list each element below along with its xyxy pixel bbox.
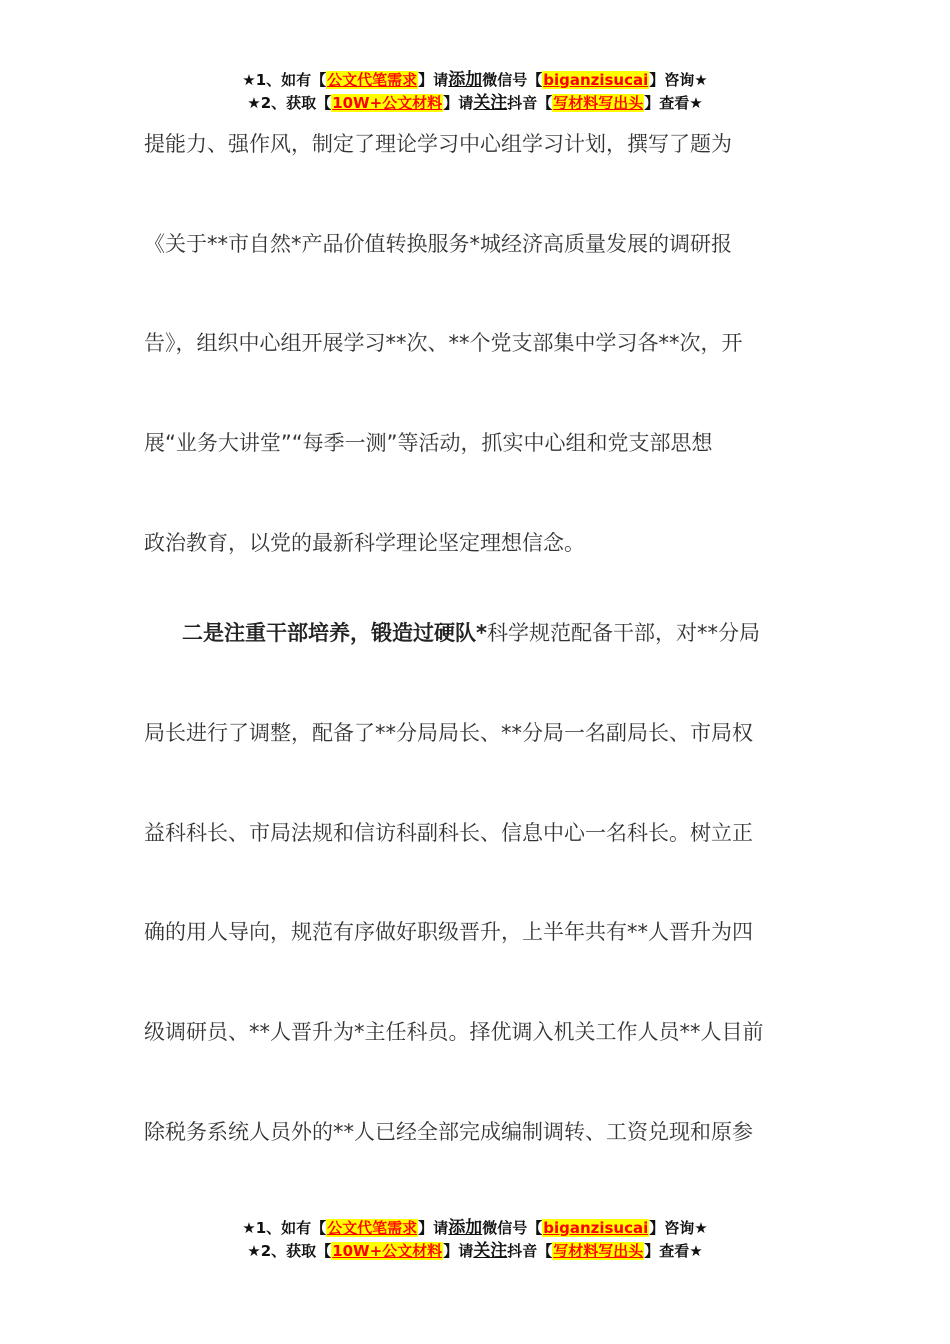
banner-text: 抖音【 xyxy=(507,94,553,112)
banner-line-1 xyxy=(0,1217,950,1240)
banner-text: 】请 xyxy=(418,71,449,89)
paragraph-heading: 二是注重干部培养，锻造过硬队* xyxy=(182,621,487,645)
banner-text: ★1、如有【 xyxy=(242,71,327,89)
banner-line-2 xyxy=(0,1240,950,1263)
body-line: 告》，组织中心组开展学习**次、**个党支部集中学习各**次，开 xyxy=(144,331,743,355)
douyin-id: 写材料写出头 xyxy=(553,1242,644,1260)
highlight-text: 10W+公文材料 xyxy=(332,94,443,112)
body-line: 益科科长、市局法规和信访科副科长、信息中心一名科长。树立正 xyxy=(144,821,753,845)
body-line: 政治教育，以党的最新科学理论坚定理想信念。 xyxy=(144,531,585,555)
body-line: 提能力、强作风，制定了理论学习中心组学习计划，撰写了题为 xyxy=(144,132,732,156)
paragraph-2-first-line xyxy=(182,618,760,648)
banner-text: 】咨询★ xyxy=(649,1219,708,1237)
body-line: 《关于**市自然*产品价值转换服务*城经济高质量发展的调研报 xyxy=(144,232,732,256)
footer-banner xyxy=(0,1217,950,1263)
body-line: 局长进行了调整，配备了**分局局长、**分局一名副局长、市局权 xyxy=(144,721,753,745)
douyin-id: 写材料写出头 xyxy=(553,94,644,112)
banner-text: 】请 xyxy=(443,1242,474,1260)
highlight-text: 公文代笔需求 xyxy=(327,1219,418,1237)
paragraph-text: 科学规范配备干部，对**分局 xyxy=(486,621,760,645)
banner-text: 】查看★ xyxy=(644,94,703,112)
banner-text: 抖音【 xyxy=(507,1242,553,1260)
banner-text: ★1、如有【 xyxy=(242,1219,327,1237)
banner-text: 微信号【 xyxy=(482,1219,543,1237)
body-line: 展“业务大讲堂”“每季一测”等活动，抓实中心组和党支部思想 xyxy=(144,431,713,455)
banner-text: ★2、获取【 xyxy=(247,1242,332,1260)
underlined-text: 关注 xyxy=(473,93,508,113)
underlined-text: 关注 xyxy=(473,1241,508,1261)
banner-text: ★2、获取【 xyxy=(247,94,332,112)
underlined-text: 添加 xyxy=(448,1218,483,1238)
banner-text: 微信号【 xyxy=(482,71,543,89)
underlined-text: 添加 xyxy=(448,70,483,90)
banner-text: 】查看★ xyxy=(644,1242,703,1260)
body-line: 除税务系统人员外的**人已经全部完成编制调转、工资兑现和原参 xyxy=(144,1120,753,1144)
banner-text: 】请 xyxy=(418,1219,449,1237)
banner-text: 】请 xyxy=(443,94,474,112)
wechat-id: biganzisucai xyxy=(543,71,649,89)
body-line: 级调研员、**人晋升为*主任科员。择优调入机关工作人员**人目前 xyxy=(144,1020,764,1044)
highlight-text: 10W+公文材料 xyxy=(332,1242,443,1260)
highlight-text: 公文代笔需求 xyxy=(327,71,418,89)
wechat-id: biganzisucai xyxy=(543,1219,649,1237)
banner-text: 】咨询★ xyxy=(649,71,708,89)
body-line: 确的用人导向，规范有序做好职级晋升，上半年共有**人晋升为四 xyxy=(144,920,753,944)
